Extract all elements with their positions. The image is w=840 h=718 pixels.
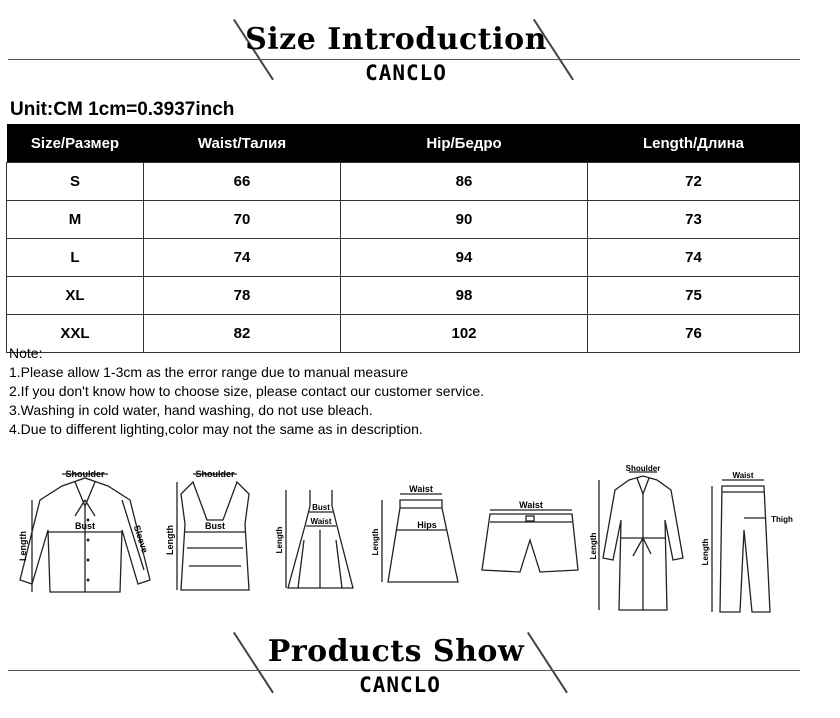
blouse-length-label: Length [18,531,28,561]
cell-size: S [7,163,144,201]
cell-hip: 86 [341,163,588,201]
note-item: 4.Due to different lighting,color may not the same as in description. [9,421,423,437]
table-row [7,163,800,201]
cell-hip: 90 [341,201,588,239]
blouse-shoulder-label: Shoulder [65,469,105,479]
cell-size: M [7,201,144,239]
coat-icon [589,460,693,620]
notes-section [9,344,484,439]
footer-divider [8,670,800,671]
dress-length-label: Length [275,526,284,554]
skirt-waist-label: Waist [409,484,433,494]
cell-waist: 74 [144,239,341,277]
pants-length-label: Length [701,538,710,566]
dress-illustration [275,460,363,610]
notes-title: Note: [9,345,43,361]
vest-illustration [165,460,265,610]
coat-length-label: Length [589,532,598,560]
blouse-bust-label: Bust [75,521,95,531]
shorts-illustration [478,460,583,610]
brand-logo: CANCLO [365,61,447,85]
vest-bust-label: Bust [205,521,225,531]
pants-waist-label: Waist [732,471,754,480]
header-divider [8,59,800,60]
cell-size: XL [7,277,144,315]
cell-size: L [7,239,144,277]
cell-length: 72 [588,163,800,201]
brand-logo: CANCLO [359,673,441,697]
column-header-hip: Hip/Бедро [341,124,588,163]
pants-illustration [700,460,800,620]
note-item: 3.Washing in cold water, hand washing, do not use bleach. [9,402,373,418]
cell-size: XXL [7,315,144,353]
column-header-size: Size/Размер [7,124,144,163]
shorts-waist-label: Waist [519,500,543,510]
skirt-illustration [372,460,467,610]
table-header-row [7,124,800,163]
dress-icon [275,460,363,610]
cell-length: 73 [588,201,800,239]
skirt-hips-label: Hips [417,520,437,530]
section-title: Products Show [267,634,525,669]
table-row [7,277,800,315]
unit-label: Unit:CM 1cm=0.3937inch [10,99,235,120]
vest-shoulder-label: Shoulder [195,469,235,479]
coat-illustration [589,460,693,620]
dress-waist-label: Waist [310,517,332,526]
note-item: 2.If you don't know how to choose size, please contact our customer service. [9,383,485,399]
coat-shoulder-label: Shoulder [625,464,661,473]
note-item: 1.Please allow 1-3cm as the error range due to manual measure [9,364,409,380]
column-header-length: Length/Длина [588,124,800,163]
cell-waist: 82 [144,315,341,353]
shorts-icon [478,460,583,610]
skirt-icon [372,460,467,610]
vest-length-label: Length [165,525,175,555]
pants-icon [700,460,800,620]
cell-hip: 94 [341,239,588,277]
cell-waist: 70 [144,201,341,239]
cell-hip: 102 [341,315,588,353]
skirt-length-label: Length [371,528,380,556]
blouse-illustration [10,460,160,610]
table-row [7,239,800,277]
size-table [6,124,800,353]
cell-waist: 66 [144,163,341,201]
dress-bust-label: Bust [312,503,330,512]
cell-length: 75 [588,277,800,315]
blouse-icon [10,460,160,610]
cell-waist: 78 [144,277,341,315]
column-header-waist: Waist/Талия [144,124,341,163]
cell-hip: 98 [341,277,588,315]
table-row [7,201,800,239]
cell-length: 76 [588,315,800,353]
vest-icon [165,460,265,610]
blouse-sleeve-label: Sleeve [131,523,151,555]
page-title: Size Introduction [245,22,547,57]
pants-thigh-label: Thigh [771,515,793,524]
cell-length: 74 [588,239,800,277]
